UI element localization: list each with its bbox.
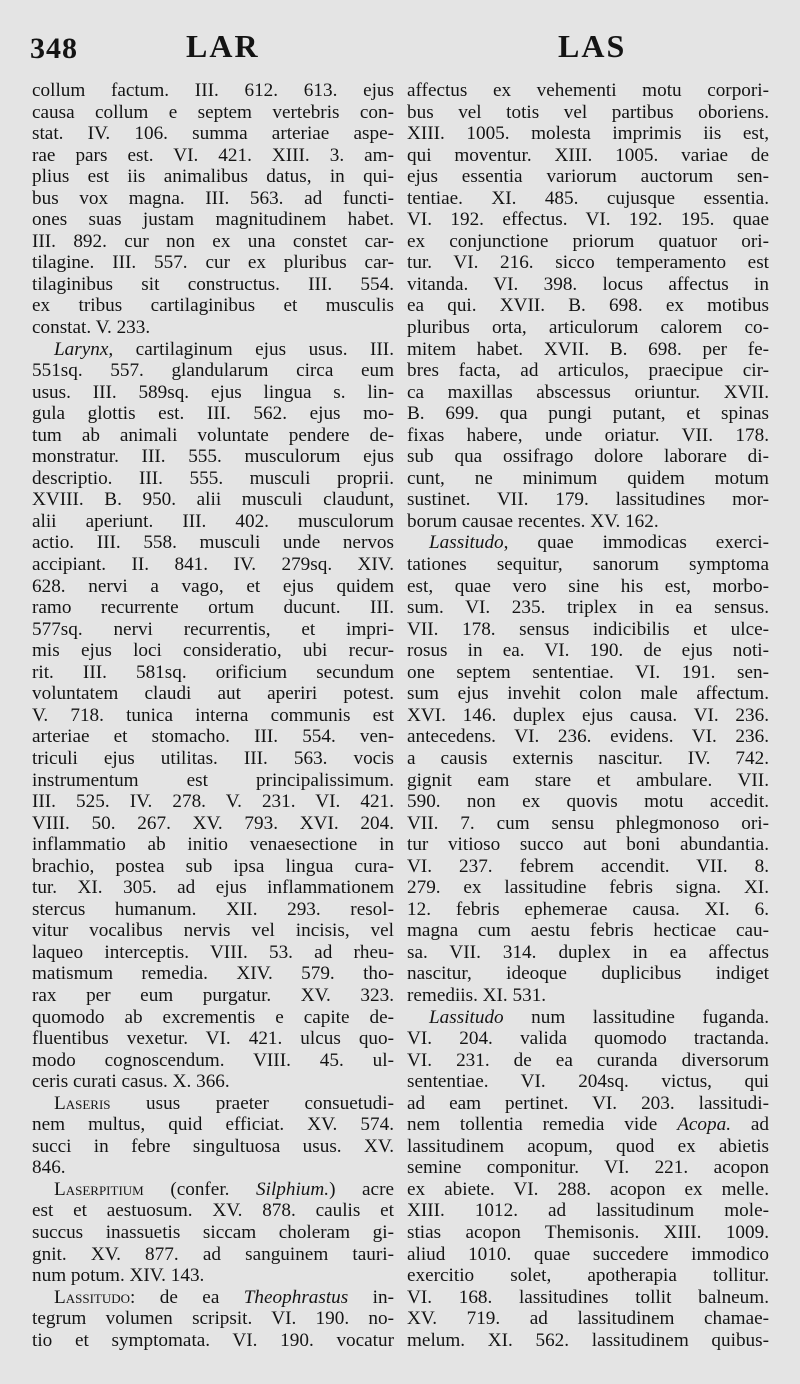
line-text: est, quae vero sine his est, morbo-	[407, 575, 769, 597]
text-line	[407, 1179, 769, 1201]
text-line	[32, 511, 394, 533]
text-line	[407, 295, 769, 317]
text-line	[32, 791, 394, 813]
text-line	[32, 705, 394, 727]
italic-term: Larynx,	[54, 338, 114, 360]
text-line	[407, 856, 769, 878]
text-line	[32, 1222, 394, 1244]
text-line	[407, 1028, 769, 1050]
text-line	[407, 489, 769, 511]
line-text: VII. 178. sensus indicibilis et ulce-	[407, 618, 769, 640]
line-text: gignit eam stare et ambulare. VII.	[407, 769, 769, 791]
line-text: nascitur, ideoque duplicibus indiget	[407, 963, 769, 985]
text-line	[32, 339, 394, 361]
text-line	[407, 834, 769, 856]
text-line	[407, 920, 769, 942]
text-line	[32, 877, 394, 899]
line-text: accipiant. II. 841. IV. 279sq. XIV.	[32, 554, 394, 576]
italic-term: Lassitudo	[429, 532, 504, 554]
line-text: semine componitur. VI. 221. acopon	[407, 1157, 769, 1179]
text-line	[407, 1200, 769, 1222]
text-line	[32, 1093, 394, 1115]
text-line	[407, 662, 769, 684]
italic-term: Theophrastus	[243, 1286, 349, 1308]
text-line	[407, 770, 769, 792]
line-text: XVIII. B. 950. alii musculi claudunt,	[32, 489, 394, 511]
text-line	[407, 274, 769, 296]
line-text: mitem habet. XVII. B. 698. per fe-	[407, 338, 769, 360]
text-line	[407, 511, 769, 533]
text-line	[407, 166, 769, 188]
line-text: V. 718. tunica interna communis est	[32, 704, 394, 726]
text-line	[407, 1007, 769, 1029]
line-text: rosus in ea. VI. 190. de ejus noti-	[407, 640, 769, 662]
line-text: XVI. 146. duplex ejus causa. VI. 236.	[407, 704, 769, 726]
text-line	[407, 791, 769, 813]
italic-term: Silphium.	[256, 1178, 330, 1200]
line-text: tilagine. III. 557. cur ex pluribus car-	[32, 252, 394, 274]
line-text: sum. VI. 235. triplex in ea sensus.	[407, 597, 769, 619]
line-text: ramo recurrente ortum ducunt. III.	[32, 597, 394, 619]
text-line	[32, 403, 394, 425]
text-line	[32, 209, 394, 231]
line-text: XIII. 1012. ad lassitudinum mole-	[407, 1200, 769, 1222]
line-text: ejus essentia variorum auctorum sen-	[407, 166, 769, 188]
text-line	[407, 252, 769, 274]
line-text: modo cognoscendum. VIII. 45. ul-	[32, 1049, 394, 1071]
line-text: tur vitioso succo aut boni abundantia.	[407, 834, 769, 856]
text-line	[32, 123, 394, 145]
text-line	[32, 1179, 394, 1201]
italic-term: Acopa.	[677, 1114, 732, 1136]
line-text: usus. III. 589sq. ejus lingua s. lin-	[32, 381, 394, 403]
text-line	[407, 446, 769, 468]
line-text: melum. XI. 562. lassitudinem quibus-	[407, 1329, 769, 1351]
text-line	[407, 360, 769, 382]
line-text: 279. ex lassitudine febris signa. XI.	[407, 877, 769, 899]
line-text: triculi ejus utilitas. III. 563. vocis	[32, 747, 394, 769]
line-text: stat. IV. 106. summa arteriae aspe-	[32, 123, 394, 145]
entry-headword: Laseris	[54, 1092, 111, 1114]
line-text: vitur vocalibus nervis vel incisis, vel	[32, 920, 394, 942]
text-line	[32, 1308, 394, 1330]
line-text: bus vel totis vel partibus oboriens.	[407, 101, 769, 123]
line-text: 628. nervi a vago, et ejus quidem	[32, 575, 394, 597]
line-text: nem tollentia remedia vide	[407, 1114, 678, 1136]
line-text: laqueo interceptis. VIII. 53. ad rheu-	[32, 941, 394, 963]
line-text: 590. non ex quovis motu accedit.	[407, 791, 769, 813]
line-text: antecedens. VI. 236. evidens. VI. 236.	[407, 726, 769, 748]
line-text: instrumentum est principalissimum.	[32, 769, 394, 791]
text-line	[407, 1093, 769, 1115]
text-line	[32, 102, 394, 124]
text-line	[407, 102, 769, 124]
left-headword: LAR	[186, 28, 260, 64]
line-text: VI. 204. valida quomodo tractanda.	[407, 1028, 769, 1050]
right-headword: LAS	[558, 28, 627, 64]
line-text: constat. V. 233.	[32, 317, 151, 339]
text-line	[407, 80, 769, 102]
text-line	[32, 80, 394, 102]
text-line	[407, 640, 769, 662]
line-text: arteriae et stomacho. III. 554. ven-	[32, 726, 394, 748]
text-line	[32, 899, 394, 921]
text-line	[407, 123, 769, 145]
text-line	[407, 1244, 769, 1266]
text-line	[32, 619, 394, 641]
line-text: nem multus, quid efficiat. XV. 574.	[32, 1114, 394, 1136]
text-line	[32, 425, 394, 447]
text-line	[32, 963, 394, 985]
entry-headword: Laserpitium	[54, 1178, 144, 1200]
text-line	[32, 1050, 394, 1072]
text-line	[32, 662, 394, 684]
line-text: B. 699. qua pungi putant, et spinas	[407, 403, 769, 425]
text-line	[32, 1114, 394, 1136]
line-text: succus inassuetis siccam choleram gi-	[32, 1221, 394, 1243]
text-line	[32, 683, 394, 705]
line-text: stercus humanum. XII. 293. resol-	[32, 898, 394, 920]
text-line	[32, 1287, 394, 1309]
line-text: fluentibus vexetur. VI. 421. ulcus quo-	[32, 1028, 394, 1050]
line-text: VII. 7. cum sensu phlegmonoso ori-	[407, 812, 769, 834]
line-text: sub qua ossifrago dolore laborare di-	[407, 446, 769, 468]
text-line	[407, 425, 769, 447]
line-text: tationes sequitur, sanorum symptoma	[407, 554, 769, 576]
italic-term: Lassitudo	[429, 1006, 504, 1028]
line-text: ex conjunctione priorum quatuor ori-	[407, 230, 769, 252]
text-line	[407, 188, 769, 210]
text-line	[407, 1136, 769, 1158]
line-text: magna cum aestu febris hecticae cau-	[407, 920, 769, 942]
text-line	[32, 770, 394, 792]
text-line	[32, 1071, 394, 1093]
text-line	[32, 468, 394, 490]
text-line	[407, 985, 769, 1007]
text-line	[32, 252, 394, 274]
line-text: rit. III. 581sq. orificium secundum	[32, 661, 394, 683]
line-text: stias acopon Themisonis. XIII. 1009.	[407, 1221, 769, 1243]
line-text: sa. VII. 314. duplex in ea affectus	[407, 941, 769, 963]
text-line	[407, 209, 769, 231]
line-text: tentiae. XI. 485. cujusque essentia.	[407, 187, 769, 209]
text-line	[32, 834, 394, 856]
text-line	[407, 813, 769, 835]
line-text: one septem sententiae. VI. 191. sen-	[407, 661, 769, 683]
right-column	[407, 80, 769, 1351]
text-line	[407, 683, 769, 705]
line-text: VI. 237. febrem accendit. VII. 8.	[407, 855, 769, 877]
line-text: gnit. XV. 877. ad sanguinem tauri-	[32, 1243, 394, 1265]
text-line	[32, 532, 394, 554]
line-text: descriptio. III. 555. musculi proprii.	[32, 467, 394, 489]
text-line	[32, 726, 394, 748]
line-text: tur. XI. 305. ad ejus inflammationem	[32, 877, 394, 899]
text-line	[32, 446, 394, 468]
text-line	[32, 295, 394, 317]
line-text: sustinet. VII. 179. lassitudines mor-	[407, 489, 769, 511]
text-line	[32, 920, 394, 942]
text-line	[407, 231, 769, 253]
text-line	[407, 1222, 769, 1244]
line-text: cunt, ne minimum quidem motum	[407, 467, 769, 489]
text-line	[407, 1157, 769, 1179]
text-line	[32, 166, 394, 188]
text-line	[32, 942, 394, 964]
text-line	[407, 1265, 769, 1287]
line-text: 846.	[32, 1157, 66, 1179]
line-text: pluribus orta, articulorum calorem co-	[407, 317, 769, 339]
running-header	[0, 26, 800, 74]
line-text: tur. VI. 216. sicco temperamento est	[407, 252, 769, 274]
line-text: aliud 1010. quae succedere immodico	[407, 1243, 769, 1265]
line-text: monstratur. III. 555. musculorum ejus	[32, 446, 394, 468]
text-line	[32, 554, 394, 576]
line-text: est et aestuosum. XV. 878. caulis et	[32, 1200, 394, 1222]
line-text: ones suas justam magnitudinem habet.	[32, 209, 394, 231]
line-text: XV. 719. ad lassitudinem chamae-	[407, 1308, 769, 1330]
text-line	[407, 942, 769, 964]
line-text: (confer.	[143, 1178, 257, 1200]
text-line	[32, 1244, 394, 1266]
line-text: 12. febris ephemerae causa. XI. 6.	[407, 898, 769, 920]
line-text: : de ea	[130, 1286, 244, 1308]
entry-headword: Lassitudo	[54, 1286, 131, 1308]
line-text: causa collum e septem vertebris con-	[32, 101, 394, 123]
line-text: cartilaginum ejus usus. III.	[113, 338, 394, 360]
text-line	[407, 748, 769, 770]
line-text: XIII. 1005. molesta imprimis iis est,	[407, 123, 769, 145]
line-text: remediis. XI. 531.	[407, 984, 547, 1006]
text-line	[32, 748, 394, 770]
text-line	[32, 317, 394, 339]
line-text: ea qui. XVII. B. 698. ex motibus	[407, 295, 769, 317]
line-text: collum factum. III. 612. 613. ejus	[32, 80, 394, 101]
text-line	[407, 1071, 769, 1093]
text-line	[32, 1136, 394, 1158]
line-text: tio et symptomata. VI. 190. vocatur	[32, 1329, 394, 1351]
text-line	[32, 813, 394, 835]
page-number: 348	[30, 32, 78, 65]
line-text: voluntatem claudi aut aperiri potest.	[32, 683, 394, 705]
line-text: VIII. 50. 267. XV. 793. XVI. 204.	[32, 812, 394, 834]
text-line	[32, 1265, 394, 1287]
text-line	[32, 1007, 394, 1029]
text-line	[407, 726, 769, 748]
line-text: usus praeter consuetudi-	[110, 1092, 394, 1114]
text-line	[407, 1114, 769, 1136]
line-text: rax per eum purgatur. XV. 323.	[32, 984, 394, 1006]
text-line	[407, 382, 769, 404]
line-text: bus vox magna. III. 563. ad functi-	[32, 187, 394, 209]
text-line	[407, 576, 769, 598]
text-line	[32, 576, 394, 598]
text-line	[32, 360, 394, 382]
text-line	[407, 899, 769, 921]
line-text: in-	[348, 1286, 394, 1308]
line-text: num lassitudine fuganda.	[503, 1006, 769, 1028]
left-column	[32, 80, 394, 1351]
text-line	[32, 274, 394, 296]
line-text: bres facta, ad articulos, praecipue cir-	[407, 360, 769, 382]
text-line	[407, 877, 769, 899]
text-line	[407, 554, 769, 576]
line-text: alii aperiunt. III. 402. musculorum	[32, 510, 394, 532]
line-text: rae pars est. VI. 421. XIII. 3. am-	[32, 144, 394, 166]
text-line	[407, 597, 769, 619]
text-line	[407, 619, 769, 641]
text-line	[32, 640, 394, 662]
line-text: vitanda. VI. 398. locus affectus in	[407, 273, 769, 295]
line-text: ca maxillas abscessus oriuntur. XVII.	[407, 381, 769, 403]
line-text: ex tribus cartilaginibus et musculis	[32, 295, 394, 317]
text-line	[32, 231, 394, 253]
text-line	[32, 1157, 394, 1179]
line-text: plius est iis animalibus datus, in qui-	[32, 166, 394, 188]
text-line	[407, 317, 769, 339]
line-text: 551sq. 557. glandularum circa eum	[32, 360, 394, 382]
line-text: III. 525. IV. 278. V. 231. VI. 421.	[32, 791, 394, 813]
line-text: affectus ex vehementi motu corpori-	[407, 80, 769, 101]
line-text: qui moventur. XIII. 1005. variae de	[407, 144, 769, 166]
text-line	[407, 963, 769, 985]
text-line	[32, 1330, 394, 1352]
line-text: VI. 168. lassitudines tollit balneum.	[407, 1286, 769, 1308]
line-text: tum ab animali voluntate pendere de-	[32, 424, 394, 446]
line-text: ) acre	[329, 1178, 394, 1200]
text-line	[32, 856, 394, 878]
line-text: VI. 192. effectus. VI. 192. 195. quae	[407, 209, 769, 231]
text-line	[407, 532, 769, 554]
line-text: tegrum volumen scripsit. VI. 190. no-	[32, 1308, 394, 1330]
text-line	[407, 145, 769, 167]
line-text: tilaginibus sit constructus. III. 554.	[32, 273, 394, 295]
line-text: sententiae. VI. 204sq. victus, qui	[407, 1071, 769, 1093]
line-text: matismum remedia. XIV. 579. tho-	[32, 963, 394, 985]
line-text: inflammatio ab initio venaesectione in	[32, 834, 394, 856]
text-line	[32, 1028, 394, 1050]
text-line	[32, 985, 394, 1007]
text-line	[407, 468, 769, 490]
line-text: III. 892. cur non ex una constet car-	[32, 230, 394, 252]
line-text: ex abiete. VI. 288. acopon ex melle.	[407, 1178, 769, 1200]
text-line	[407, 1050, 769, 1072]
text-line	[407, 339, 769, 361]
line-text: exercitio solet, apotherapia tollitur.	[407, 1265, 769, 1287]
line-text: actio. III. 558. musculi unde nervos	[32, 532, 394, 554]
line-text: quomodo ab excrementis e capite de-	[32, 1006, 394, 1028]
line-text: VI. 231. de ea curanda diversorum	[407, 1049, 769, 1071]
text-line	[407, 705, 769, 727]
line-text: a causis externis nascitur. IV. 742.	[407, 747, 769, 769]
line-text: succi in febre singultuosa usus. XV.	[32, 1135, 394, 1157]
text-line	[407, 1287, 769, 1309]
line-text: fixas habere, unde oriatur. VII. 178.	[407, 424, 769, 446]
text-line	[407, 1308, 769, 1330]
text-line	[32, 597, 394, 619]
line-text: brachio, postea sub ipsa lingua cura-	[32, 855, 394, 877]
line-text: ad eam pertinet. VI. 203. lassitudi-	[407, 1092, 769, 1114]
line-text: , quae immodicas exerci-	[503, 532, 769, 554]
line-text: mis ejus loci consideratio, ubi recur-	[32, 640, 394, 662]
text-line	[32, 1200, 394, 1222]
line-text: borum causae recentes. XV. 162.	[407, 510, 659, 532]
text-line	[407, 1330, 769, 1352]
text-line	[407, 403, 769, 425]
line-text: lassitudinem acopum, quod ex abietis	[407, 1135, 769, 1157]
line-text: gula glottis est. III. 562. ejus mo-	[32, 403, 394, 425]
text-line	[32, 489, 394, 511]
text-line	[32, 382, 394, 404]
line-text: ceris curati casus. X. 366.	[32, 1071, 230, 1093]
line-text: ad	[731, 1114, 769, 1136]
text-line	[32, 188, 394, 210]
line-text: num potum. XIV. 143.	[32, 1265, 205, 1287]
line-text: sum ejus invehit colon male affectum.	[407, 683, 769, 705]
line-text: 577sq. nervi recurrentis, et impri-	[32, 618, 394, 640]
text-line	[32, 145, 394, 167]
